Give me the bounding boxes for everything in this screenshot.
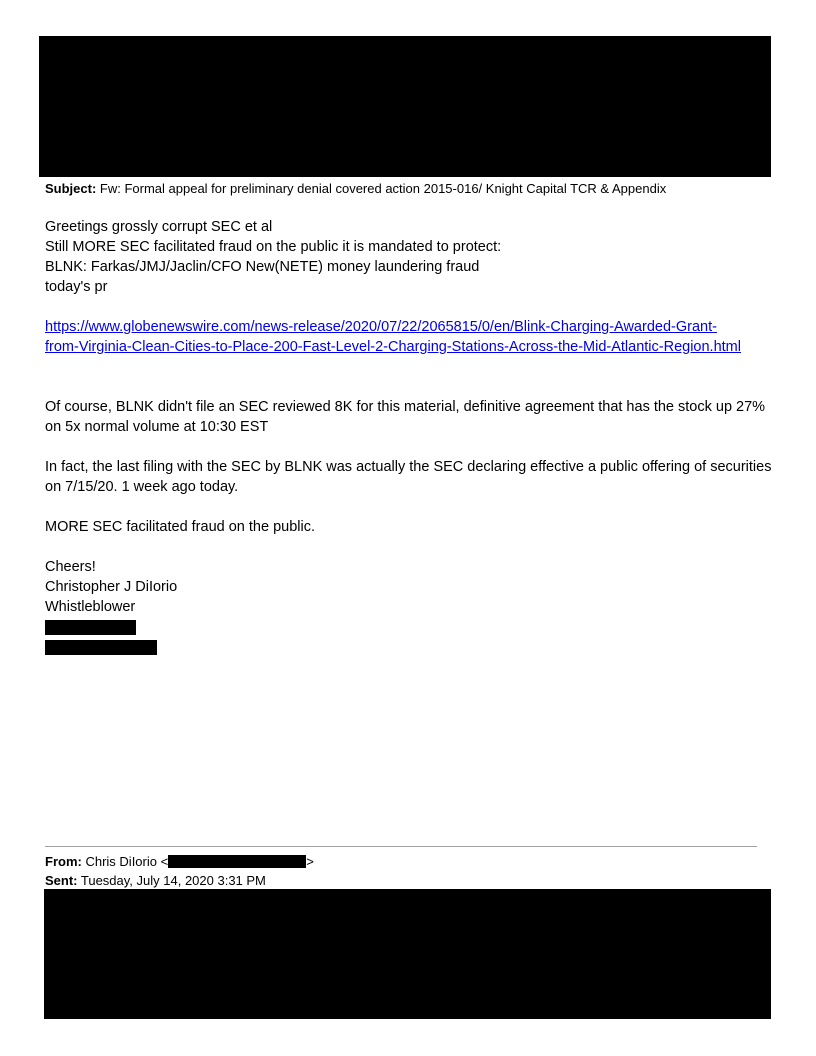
sent-line [45,873,266,889]
body-line: BLNK: Farkas/JMJ/Jaclin/CFO New(NETE) money laundering fraud [45,259,480,275]
subject-value: Fw: Formal appeal for preliminary denial covered action 2015-016/ Knight Capital TCR & Appendix [99,181,667,196]
signoff: Cheers! [45,559,96,575]
from-close: > [306,854,314,869]
paragraph-line: Of course, BLNK didn't file an SEC reviewed 8K for this material, definitive agreement that has the stock up 27% [45,399,766,415]
from-line [45,854,314,870]
signature-title: Whistleblower [45,599,136,615]
paragraph-line: MORE SEC facilitated fraud on the public. [45,519,315,535]
body-line: today's pr [45,279,108,295]
news-link-line-1[interactable]: https://www.globenewswire.com/news-release/2020/07/22/2065815/0/en/Blink-Charging-Awarded-Grant- [45,319,717,335]
subject-label: Subject: [45,181,97,196]
paragraph-1 [45,397,785,437]
sent-label: Sent: [45,873,78,888]
from-value: Chris DiIorio < [85,854,169,869]
redacted-footer-block [44,889,771,1019]
greeting: Greetings grossly corrupt SEC et al [45,219,273,235]
signature-name: Christopher J DiIorio [45,579,178,595]
paragraph-3 [45,517,785,537]
sent-value: Tuesday, July 14, 2020 3:31 PM [80,873,266,888]
redacted-signature-line-1 [45,620,136,635]
subject-line [45,181,666,197]
paragraph-line: on 5x normal volume at 10:30 EST [45,419,269,435]
redacted-signature-line-2 [45,640,157,655]
body-line: Still MORE SEC facilitated fraud on the public it is mandated to protect: [45,239,502,255]
email-body [45,217,785,297]
signature [45,557,445,617]
paragraph-2 [45,457,785,497]
email-divider [45,846,757,847]
redacted-header-block [39,36,771,177]
paragraph-line: In fact, the last filing with the SEC by BLNK was actually the SEC declaring effective a public offering of securities [45,459,772,475]
redacted-email-address [168,855,306,868]
news-link-line-2[interactable]: from-Virginia-Clean-Cities-to-Place-200-Fast-Level-2-Charging-Stations-Across-the-Mid-Atlantic-Region.html [45,339,741,355]
from-label: From: [45,854,82,869]
paragraph-line: on 7/15/20. 1 week ago today. [45,479,239,495]
news-link[interactable] [45,317,785,357]
